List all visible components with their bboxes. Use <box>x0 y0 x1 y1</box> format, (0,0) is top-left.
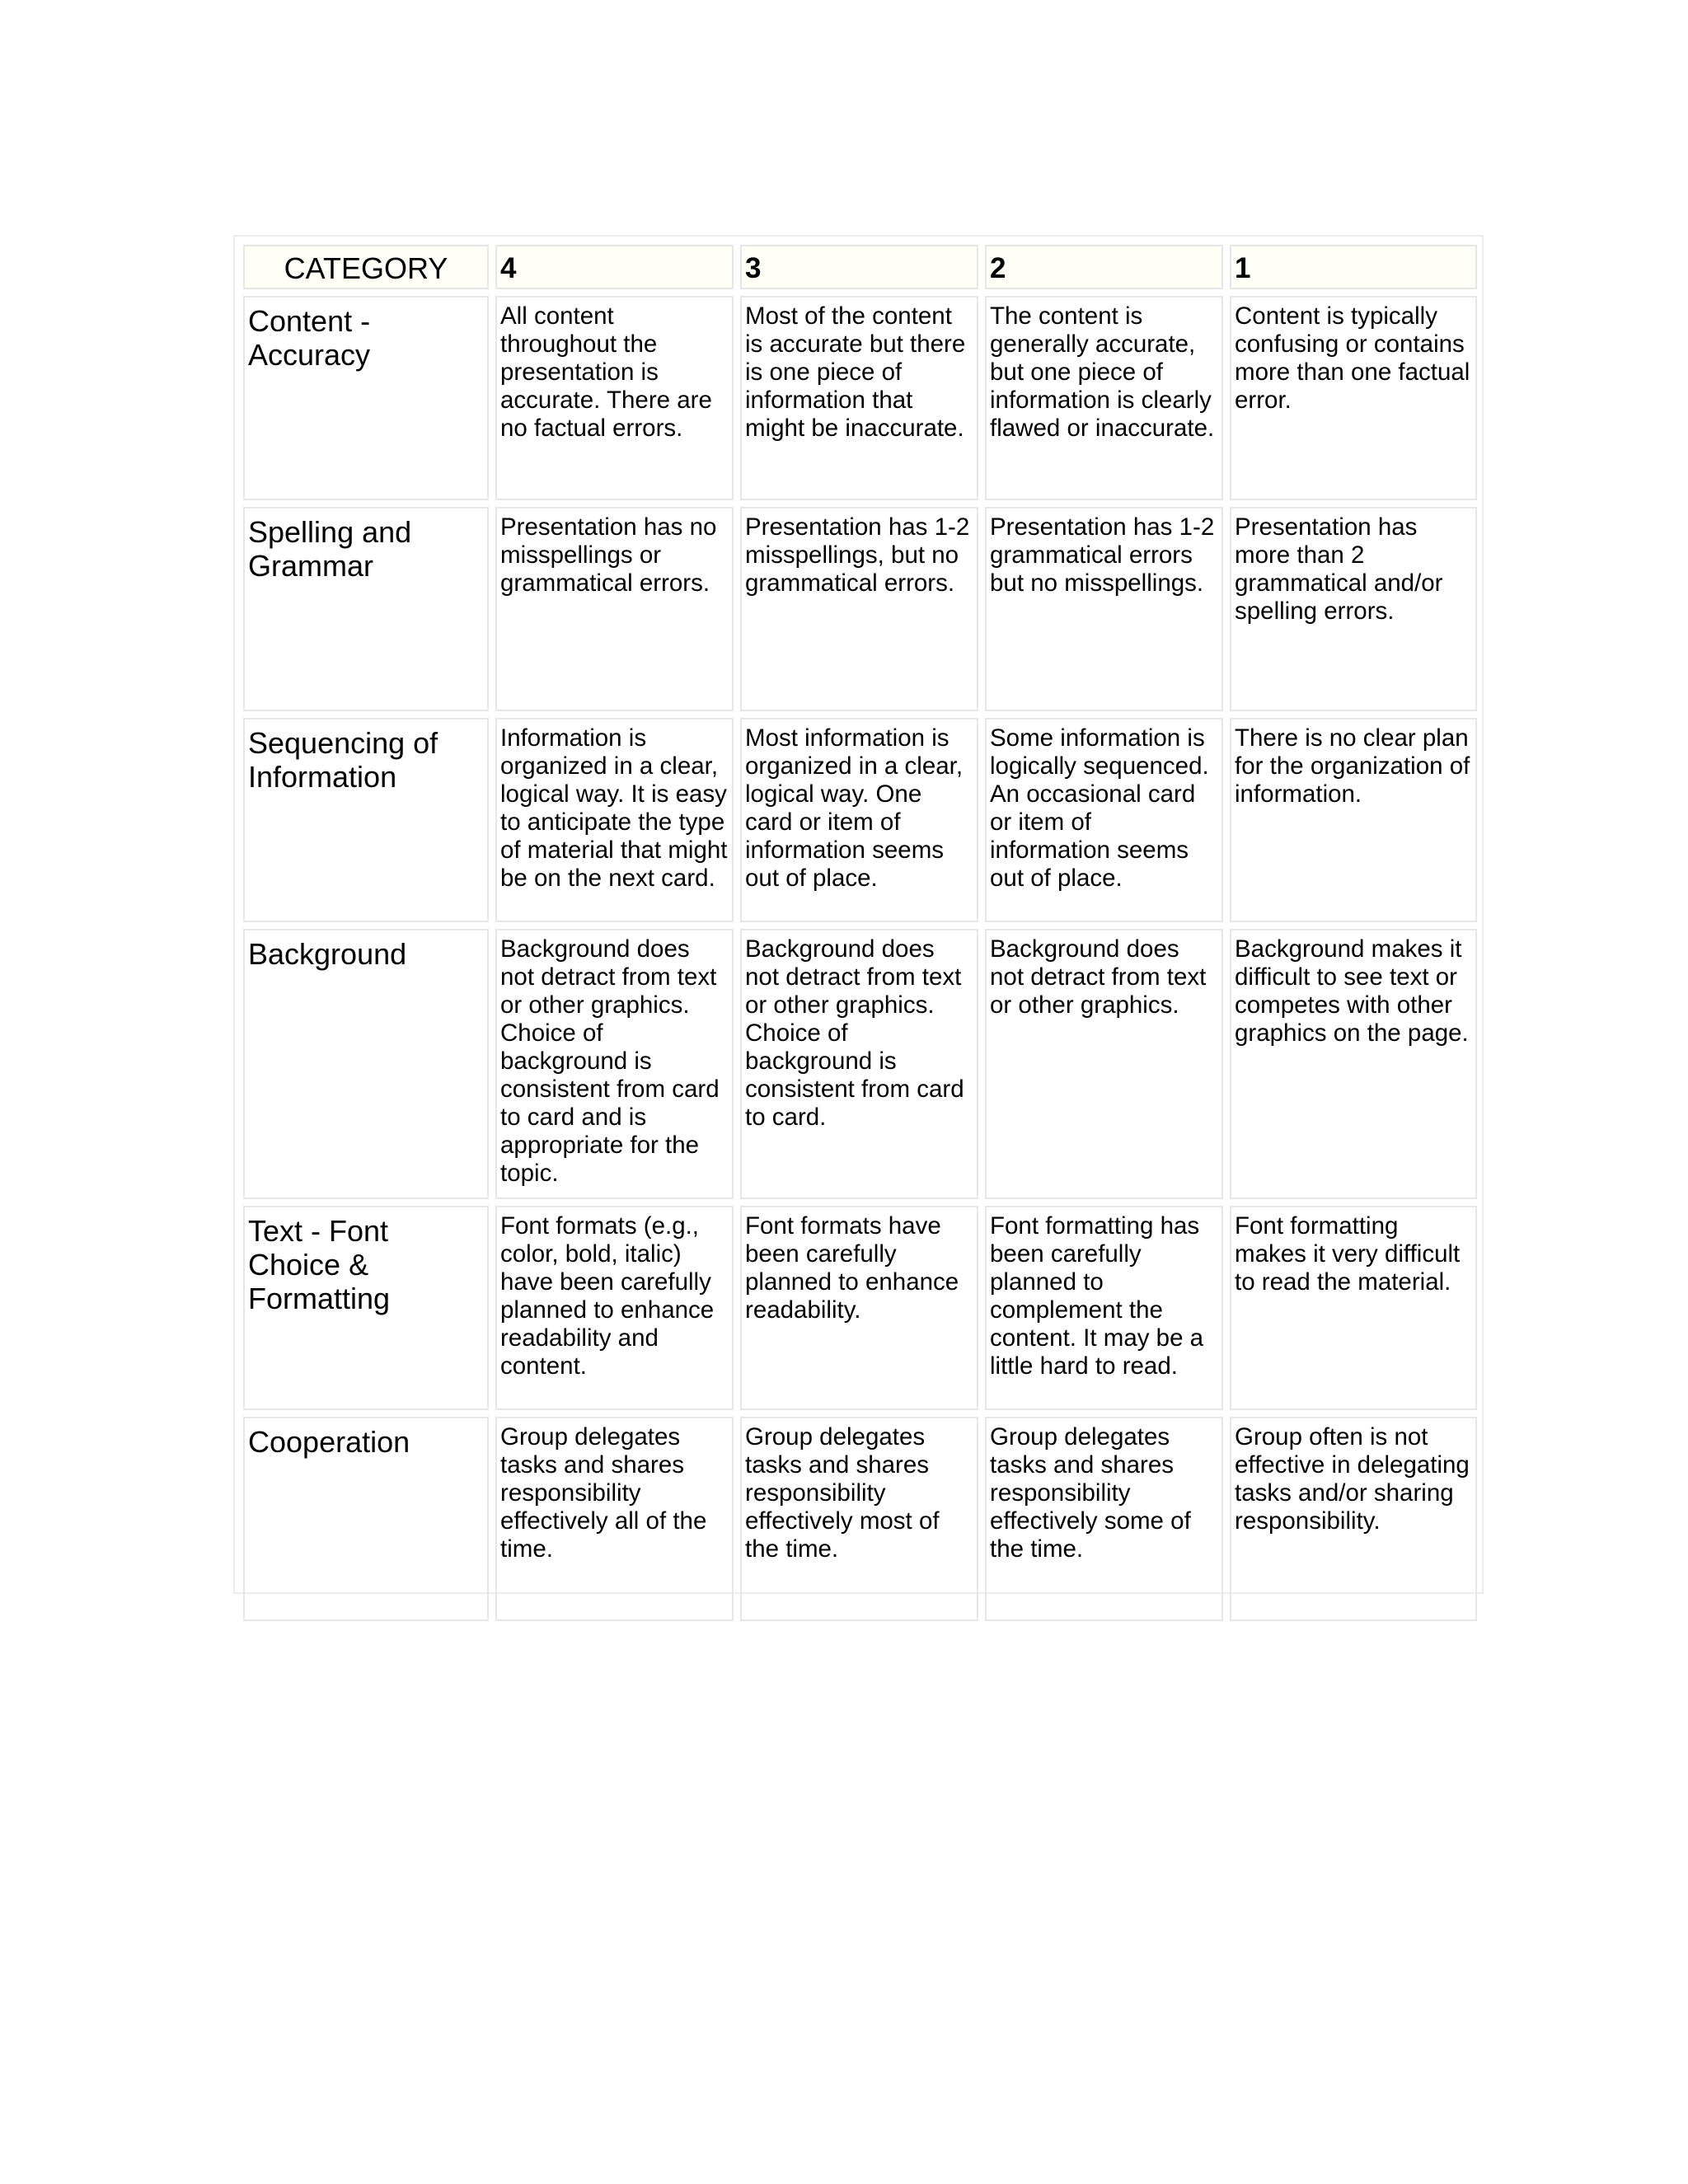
row-category: Text - Font Choice & Formatting <box>243 1206 489 1410</box>
table-row <box>243 929 1477 1199</box>
table-row <box>243 1206 1477 1410</box>
rubric-table <box>237 238 1484 1628</box>
row-category: Sequencing of Information <box>243 718 489 922</box>
row-category: Cooperation <box>243 1417 489 1621</box>
row-cell-score-2: The content is generally accurate, but one piece of information is clearly flawed or inaccurate. <box>985 296 1223 500</box>
table-row <box>243 718 1477 922</box>
row-cell-score-2: Group delegates tasks and shares responsibility effectively some of the time. <box>985 1417 1223 1621</box>
rubric-table-frame <box>233 235 1484 1594</box>
row-cell-score-4: Font formats (e.g., color, bold, italic) have been carefully planned to enhance readability and content. <box>495 1206 734 1410</box>
row-cell-score-3: Group delegates tasks and shares responsibility effectively most of the time. <box>740 1417 978 1621</box>
row-cell-score-2: Font formatting has been carefully planned to complement the content. It may be a little hard to read. <box>985 1206 1223 1410</box>
table-row <box>243 296 1477 500</box>
row-cell-score-1: There is no clear plan for the organization of information. <box>1230 718 1477 922</box>
row-cell-score-4: Information is organized in a clear, logical way. It is easy to anticipate the type of material that might be on the next card. <box>495 718 734 922</box>
row-cell-score-3: Font formats have been carefully planned to enhance readability. <box>740 1206 978 1410</box>
row-cell-score-1: Background makes it difficult to see text or competes with other graphics on the page. <box>1230 929 1477 1199</box>
table-row <box>243 1417 1477 1621</box>
row-cell-score-3: Presentation has 1-2 misspellings, but no grammatical errors. <box>740 507 978 711</box>
row-cell-score-2: Some information is logically sequenced. An occasional card or item of information seems out of place. <box>985 718 1223 922</box>
row-cell-score-4: Background does not detract from text or other graphics. Choice of background is consistent from card to card and is appropriate for the topic. <box>495 929 734 1199</box>
row-cell-score-3: Background does not detract from text or other graphics. Choice of background is consistent from card to card. <box>740 929 978 1199</box>
row-cell-score-2: Background does not detract from text or other graphics. <box>985 929 1223 1199</box>
row-cell-score-1: Presentation has more than 2 grammatical and/or spelling errors. <box>1230 507 1477 711</box>
table-row <box>243 507 1477 711</box>
row-cell-score-3: Most of the content is accurate but there is one piece of information that might be inaccurate. <box>740 296 978 500</box>
row-cell-score-1: Group often is not effective in delegating tasks and/or sharing responsibility. <box>1230 1417 1477 1621</box>
header-score-1: 1 <box>1230 245 1477 289</box>
row-cell-score-3: Most information is organized in a clear, logical way. One card or item of information seems out of place. <box>740 718 978 922</box>
row-category: Content - Accuracy <box>243 296 489 500</box>
header-category: CATEGORY <box>243 245 489 289</box>
header-score-2: 2 <box>985 245 1223 289</box>
row-cell-score-2: Presentation has 1-2 grammatical errors but no misspellings. <box>985 507 1223 711</box>
header-score-3: 3 <box>740 245 978 289</box>
header-row <box>243 245 1477 289</box>
row-cell-score-1: Content is typically confusing or contains more than one factual error. <box>1230 296 1477 500</box>
row-category: Background <box>243 929 489 1199</box>
row-cell-score-4: Presentation has no misspellings or grammatical errors. <box>495 507 734 711</box>
header-score-4: 4 <box>495 245 734 289</box>
row-category: Spelling and Grammar <box>243 507 489 711</box>
row-cell-score-4: All content throughout the presentation is accurate. There are no factual errors. <box>495 296 734 500</box>
row-cell-score-1: Font formatting makes it very difficult to read the material. <box>1230 1206 1477 1410</box>
row-cell-score-4: Group delegates tasks and shares responsibility effectively all of the time. <box>495 1417 734 1621</box>
